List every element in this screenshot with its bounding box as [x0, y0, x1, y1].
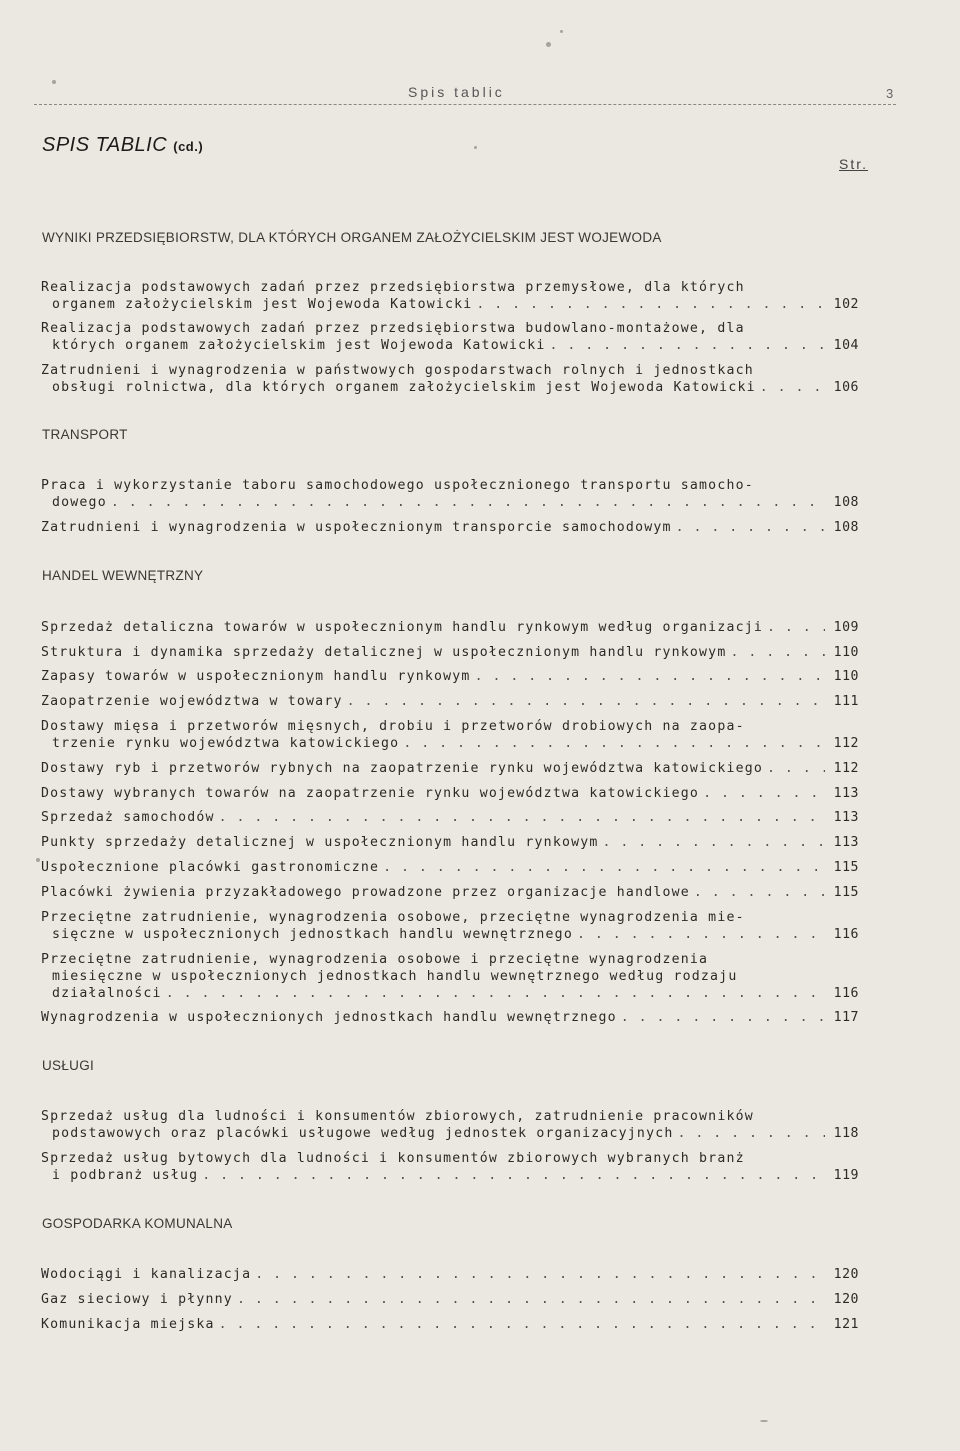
entry-text: organem założycielskim jest Wojewoda Katowicki	[52, 297, 473, 312]
entry-text: i podbranż usług	[52, 1168, 199, 1183]
toc-entry	[41, 519, 859, 536]
scan-speck	[560, 30, 563, 33]
entry-page: 108	[833, 520, 859, 535]
entry-text: działalności	[52, 986, 162, 1001]
toc-entry	[41, 1291, 859, 1308]
toc-entry	[41, 1009, 859, 1026]
entry-text: Zaopatrzenie województwa w towary	[41, 694, 343, 709]
dot-leader	[767, 760, 825, 777]
entry-text: Realizacja podstawowych zadań przez przedsiębiorstwa budowlano-montażowe, dla	[41, 321, 745, 336]
toc-entry	[41, 1316, 859, 1333]
dot-leader	[383, 859, 825, 876]
scan-speck	[474, 146, 477, 149]
dot-leader	[255, 1266, 825, 1283]
toc-entry	[41, 619, 859, 636]
section-heading: USŁUGI	[42, 1058, 95, 1073]
entry-page: 117	[833, 1010, 859, 1025]
toc-entry	[41, 362, 859, 396]
dot-leader	[603, 834, 825, 851]
entry-text: Przeciętne zatrudnienie, wynagrodzenia osobowe, przeciętne wynagrodzenia mie-	[41, 910, 745, 925]
toc-entry	[41, 909, 859, 943]
entry-page: 112	[833, 736, 859, 751]
scan-speck	[546, 42, 551, 47]
section-heading: HANDEL WEWNĘTRZNY	[42, 568, 204, 583]
dot-leader	[219, 1316, 825, 1333]
header-rule	[34, 104, 896, 105]
entry-text: Komunikacja miejska	[41, 1317, 215, 1332]
entry-text: Placówki żywienia przyzakładowego prowadzone przez organizacje handlowe	[41, 885, 690, 900]
entry-page: 121	[833, 1317, 859, 1332]
section-heading: GOSPODARKA KOMUNALNA	[42, 1216, 233, 1231]
entry-text: Sprzedaż usług dla ludności i konsumentów zbiorowych, zatrudnienie pracowników	[41, 1109, 754, 1124]
entry-text: Zatrudnieni i wynagrodzenia w państwowych gospodarstwach rolnych i jednostkach	[41, 363, 754, 378]
entry-page: 106	[833, 380, 859, 395]
entry-page: 102	[833, 297, 859, 312]
toc-entry	[41, 320, 859, 354]
entry-page: 110	[833, 645, 859, 660]
scan-speck	[52, 80, 56, 84]
entry-text: Zatrudnieni i wynagrodzenia w uspołecznionym transporcie samochodowym	[41, 520, 672, 535]
toc-entry	[41, 279, 859, 313]
entry-page: 115	[833, 860, 859, 875]
title-continued: (cd.)	[173, 139, 204, 154]
entry-text: dowego	[52, 495, 107, 510]
toc-entry	[41, 718, 859, 752]
toc-entry	[41, 644, 859, 661]
entry-page: 104	[833, 338, 859, 353]
entry-page: 119	[833, 1168, 859, 1183]
entry-text: Dostawy ryb i przetworów rybnych na zaopatrzenie rynku województwa katowickiego	[41, 761, 764, 776]
dot-leader	[577, 926, 825, 943]
dot-leader	[621, 1009, 825, 1026]
section-heading: WYNIKI PRZEDSIĘBIORSTW, DLA KTÓRYCH ORGANEM ZAŁOŻYCIELSKIM JEST WOJEWODA	[42, 230, 662, 245]
entry-text: podstawowych oraz placówki usługowe według jednostek organizacyjnych	[52, 1126, 674, 1141]
section-heading: TRANSPORT	[42, 427, 128, 442]
entry-page: 109	[833, 620, 859, 635]
entry-text: Punkty sprzedaży detalicznej w uspołecznionym handlu rynkowym	[41, 835, 599, 850]
page-column-heading: Str.	[839, 156, 869, 172]
dot-leader	[166, 985, 825, 1002]
dot-leader	[730, 644, 825, 661]
toc-entry	[41, 951, 859, 1002]
dot-leader	[237, 1291, 825, 1308]
running-title: Spis tablic	[408, 84, 505, 100]
entry-page: 113	[833, 810, 859, 825]
entry-page: 108	[833, 495, 859, 510]
entry-page: 120	[833, 1267, 859, 1282]
entry-page: 120	[833, 1292, 859, 1307]
dot-leader	[475, 668, 825, 685]
entry-page: 112	[833, 761, 859, 776]
entry-text: Struktura i dynamika sprzedaży detalicznej w uspołecznionym handlu rynkowym	[41, 645, 727, 660]
toc-entry	[41, 760, 859, 777]
entry-page: 118	[833, 1126, 859, 1141]
entry-text: Sprzedaż usług bytowych dla ludności i konsumentów zbiorowych wybranych branż	[41, 1151, 745, 1166]
entry-text: trzenie rynku województwa katowickiego	[52, 736, 400, 751]
entry-text: miesięczne w uspołecznionych jednostkach handlu wewnętrznego według rodzaju	[52, 969, 738, 984]
entry-text: Wynagrodzenia w uspołecznionych jednostkach handlu wewnętrznego	[41, 1010, 617, 1025]
toc-entry	[41, 1266, 859, 1283]
toc-entry	[41, 693, 859, 710]
entry-text: których organem założycielskim jest Wojewoda Katowicki	[52, 338, 546, 353]
entry-text: Praca i wykorzystanie taboru samochodowego uspołecznionego transportu samocho-	[41, 478, 754, 493]
title-main: SPIS TABLIC	[42, 134, 168, 156]
dot-leader	[767, 619, 825, 636]
toc-entry	[41, 834, 859, 851]
entry-page: 116	[833, 986, 859, 1001]
entry-text: sięczne w uspołecznionych jednostkach handlu wewnętrznego	[52, 927, 573, 942]
dot-leader	[219, 809, 825, 826]
toc-entry	[41, 859, 859, 876]
scan-speck	[36, 858, 40, 862]
toc-entry	[41, 1150, 859, 1184]
entry-text: Sprzedaż samochodów	[41, 810, 215, 825]
entry-page: 115	[833, 885, 859, 900]
entry-text: obsługi rolnictwa, dla których organem założycielskim jest Wojewoda Katowicki	[52, 380, 756, 395]
page-number: 3	[886, 86, 894, 101]
dot-leader	[202, 1167, 825, 1184]
dot-leader	[347, 693, 825, 710]
dot-leader	[678, 1125, 826, 1142]
document-title	[42, 134, 203, 157]
entry-text: Dostawy mięsa i przetworów mięsnych, drobiu i przetworów drobiowych na zaopa-	[41, 719, 745, 734]
dot-leader	[676, 519, 825, 536]
entry-text: Wodociągi i kanalizacja	[41, 1267, 252, 1282]
entry-page: 110	[833, 669, 859, 684]
entry-text: Gaz sieciowy i płynny	[41, 1292, 233, 1307]
dot-leader	[403, 735, 825, 752]
toc-entry	[41, 809, 859, 826]
entry-page: 111	[833, 694, 859, 709]
toc-entry	[41, 785, 859, 802]
toc-entry	[41, 668, 859, 685]
dot-leader	[476, 296, 825, 313]
toc-entry	[41, 1108, 859, 1142]
entry-text: Dostawy wybranych towarów na zaopatrzenie rynku województwa katowickiego	[41, 786, 700, 801]
entry-page: 116	[833, 927, 859, 942]
toc-entry	[41, 477, 859, 511]
entry-page: 113	[833, 835, 859, 850]
dot-leader	[694, 884, 825, 901]
entry-page: 113	[833, 786, 859, 801]
dot-leader	[703, 785, 825, 802]
dot-leader	[550, 337, 825, 354]
entry-text: Przeciętne zatrudnienie, wynagrodzenia osobowe i przeciętne wynagrodzenia	[41, 952, 709, 967]
dot-leader	[760, 379, 825, 396]
scan-speck	[760, 1420, 768, 1422]
entry-text: Zapasy towarów w uspołecznionym handlu rynkowym	[41, 669, 471, 684]
entry-text: Sprzedaż detaliczna towarów w uspołecznionym handlu rynkowym według organizacji	[41, 620, 764, 635]
toc-entry	[41, 884, 859, 901]
entry-text: Uspołecznione placówki gastronomiczne	[41, 860, 380, 875]
dot-leader	[111, 494, 825, 511]
entry-text: Realizacja podstawowych zadań przez przedsiębiorstwa przemysłowe, dla których	[41, 280, 745, 295]
